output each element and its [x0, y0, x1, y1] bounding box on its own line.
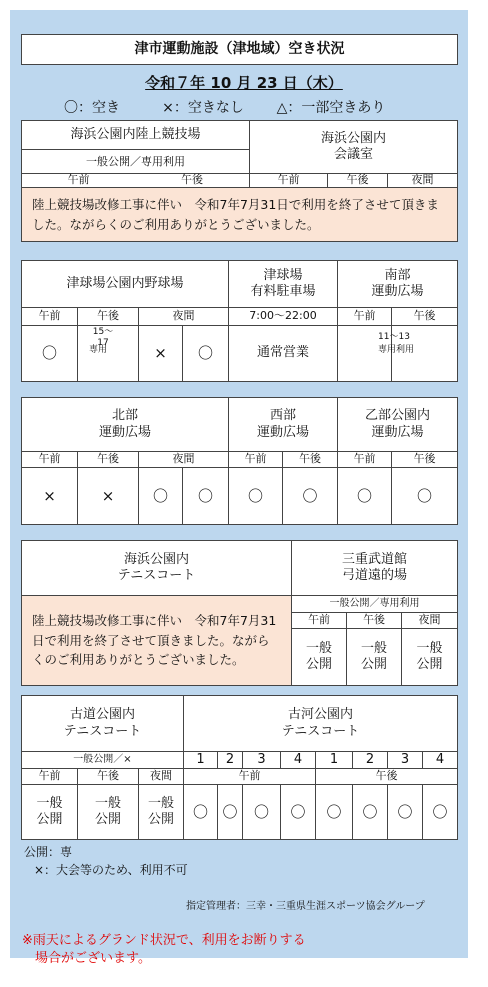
facility-name: 津球場公園内野球場 — [66, 275, 184, 291]
manager-credit: 指定管理者：三幸・三重県生涯スポーツ協会グループ — [186, 901, 425, 912]
status-cell: 〇 — [416, 486, 432, 505]
legend-partial: △：一部空きあり — [276, 100, 386, 117]
status-cell: × — [154, 344, 167, 363]
col-pm: 午後 — [97, 309, 119, 323]
facility-name: 西部 運動広場 — [256, 408, 309, 440]
legend-open: 〇：空き — [64, 100, 120, 117]
status-cell: 一般 公開 — [94, 795, 121, 827]
col-am: 午前 — [353, 309, 376, 323]
parking-status: 通常営業 — [256, 345, 309, 361]
court-number: 1 — [329, 751, 339, 767]
col-am: 午前 — [353, 452, 376, 466]
col-am: 午前 — [38, 452, 61, 466]
status-cell: 〇 — [197, 486, 213, 505]
facility-name: 三重武道館 弓道遠的場 — [341, 551, 407, 583]
court-number: 3 — [257, 751, 266, 767]
page-title: 津市運動施設（津地域）空き状況 — [134, 40, 345, 57]
status-cell: 〇 — [362, 802, 378, 821]
status-cell: × — [101, 486, 115, 505]
col-am: 午前 — [277, 173, 300, 187]
facility-name: 北部 運動広場 — [98, 408, 151, 440]
col-pm: 午後 — [97, 452, 119, 466]
col-pm: 午後 — [346, 173, 369, 187]
col-am: 午前 — [67, 173, 90, 187]
col-am: 午前 — [244, 452, 267, 466]
status-cell — [78, 326, 138, 381]
status-cell: 一般 公開 — [147, 795, 174, 827]
note-line: 公開：専 — [24, 845, 73, 859]
status-cell: 〇 — [397, 802, 413, 821]
usage-type-label: 一般公開／専用利用 — [329, 597, 420, 609]
status-cell: 〇 — [356, 486, 372, 505]
status-cell: 〇 — [326, 802, 342, 821]
col-night: 夜間 — [418, 613, 441, 627]
court-number: 2 — [365, 751, 375, 767]
court-number: 4 — [435, 751, 445, 767]
date-label: 令和７年 10 月 23 日（木） — [145, 73, 343, 92]
col-pm: 午後 — [375, 769, 398, 783]
facility-name: 海浜公園内 会議室 — [320, 130, 386, 162]
special-use-label: 専用 — [88, 345, 107, 356]
col-am: 午前 — [38, 309, 61, 323]
parking-hours: 7:00～22:00 — [249, 309, 317, 323]
col-night: 夜間 — [172, 309, 195, 323]
notice-closure: 陸上競技場改修工事に伴い 令和7年7月31日で利用を終了させて頂きました。ながらくのご利用ありがとうございました。 — [22, 596, 291, 685]
status-cell: 一般 公開 — [305, 640, 332, 672]
status-cell: 一般 公開 — [360, 640, 387, 672]
legend-full: ×：空きなし — [162, 100, 244, 117]
col-pm: 午後 — [413, 452, 436, 466]
col-night: 夜間 — [150, 769, 172, 783]
status-cell: 〇 — [302, 486, 318, 505]
status-cell: 〇 — [247, 486, 263, 505]
status-cell: 〇 — [222, 802, 238, 821]
facility-name: 古道公園内 テニスコート — [63, 707, 142, 739]
status-cell: × — [43, 486, 56, 505]
facility-name: 乙部公園内 運動広場 — [364, 408, 430, 440]
col-am: 午前 — [308, 613, 330, 627]
col-am: 午前 — [238, 769, 261, 783]
status-cell: 〇 — [192, 802, 208, 821]
rain-warning: ※雨天によるグランド状況で、利用をお断りする 場合がございます。 — [22, 933, 306, 966]
col-night: 夜間 — [411, 173, 434, 187]
notice-closure: 陸上競技場改修工事に伴い 令和7年7月31日で利用を終了させて頂きました。ながらくのご利用ありがとうございました。 — [22, 188, 457, 241]
status-cell: 〇 — [432, 802, 448, 821]
status-cell — [338, 326, 457, 381]
status-cell: 〇 — [41, 344, 57, 363]
usage-type-label: 一般公開／専用利用 — [86, 154, 185, 168]
col-pm: 午後 — [299, 452, 321, 466]
col-pm: 午後 — [413, 309, 436, 323]
section-sports-grounds — [21, 397, 458, 525]
status-cell: 一般 公開 — [416, 640, 443, 672]
time-range: 15～17 — [92, 326, 114, 348]
status-cell: 一般 公開 — [36, 795, 63, 827]
status-cell: 〇 — [253, 802, 269, 821]
section-tsu-stadium — [21, 260, 458, 382]
section-tennis-courts — [21, 695, 458, 840]
court-number: 4 — [293, 751, 303, 767]
col-night: 夜間 — [172, 452, 195, 466]
time-range: 11～13 — [378, 332, 410, 343]
col-pm: 午後 — [181, 173, 203, 187]
status-cell: 〇 — [152, 486, 168, 505]
title-box — [21, 34, 458, 65]
col-pm: 午後 — [363, 613, 385, 627]
section-tennis-kyudo — [21, 540, 458, 686]
special-use-label: 専用利用 — [377, 345, 414, 356]
facility-name: 南部 運動広場 — [371, 267, 424, 299]
facility-name: 津球場 有料駐車場 — [250, 267, 316, 299]
col-pm: 午後 — [97, 769, 119, 783]
facility-name: 海浜公園内 テニスコート — [117, 551, 196, 583]
status-cell: 〇 — [197, 344, 213, 363]
col-am: 午前 — [38, 769, 61, 783]
court-number: 1 — [196, 751, 205, 767]
court-number: 2 — [225, 751, 235, 767]
facility-name: 海浜公園内陸上競技場 — [70, 126, 201, 142]
section-kaihin-track — [21, 120, 458, 242]
status-cell: 〇 — [290, 802, 306, 821]
facility-name: 古河公園内 テニスコート — [281, 707, 360, 739]
usage-type-label: 一般公開／× — [73, 753, 132, 765]
note-line: ×：大会等のため、利用不可 — [34, 863, 188, 877]
court-number: 3 — [400, 751, 410, 767]
